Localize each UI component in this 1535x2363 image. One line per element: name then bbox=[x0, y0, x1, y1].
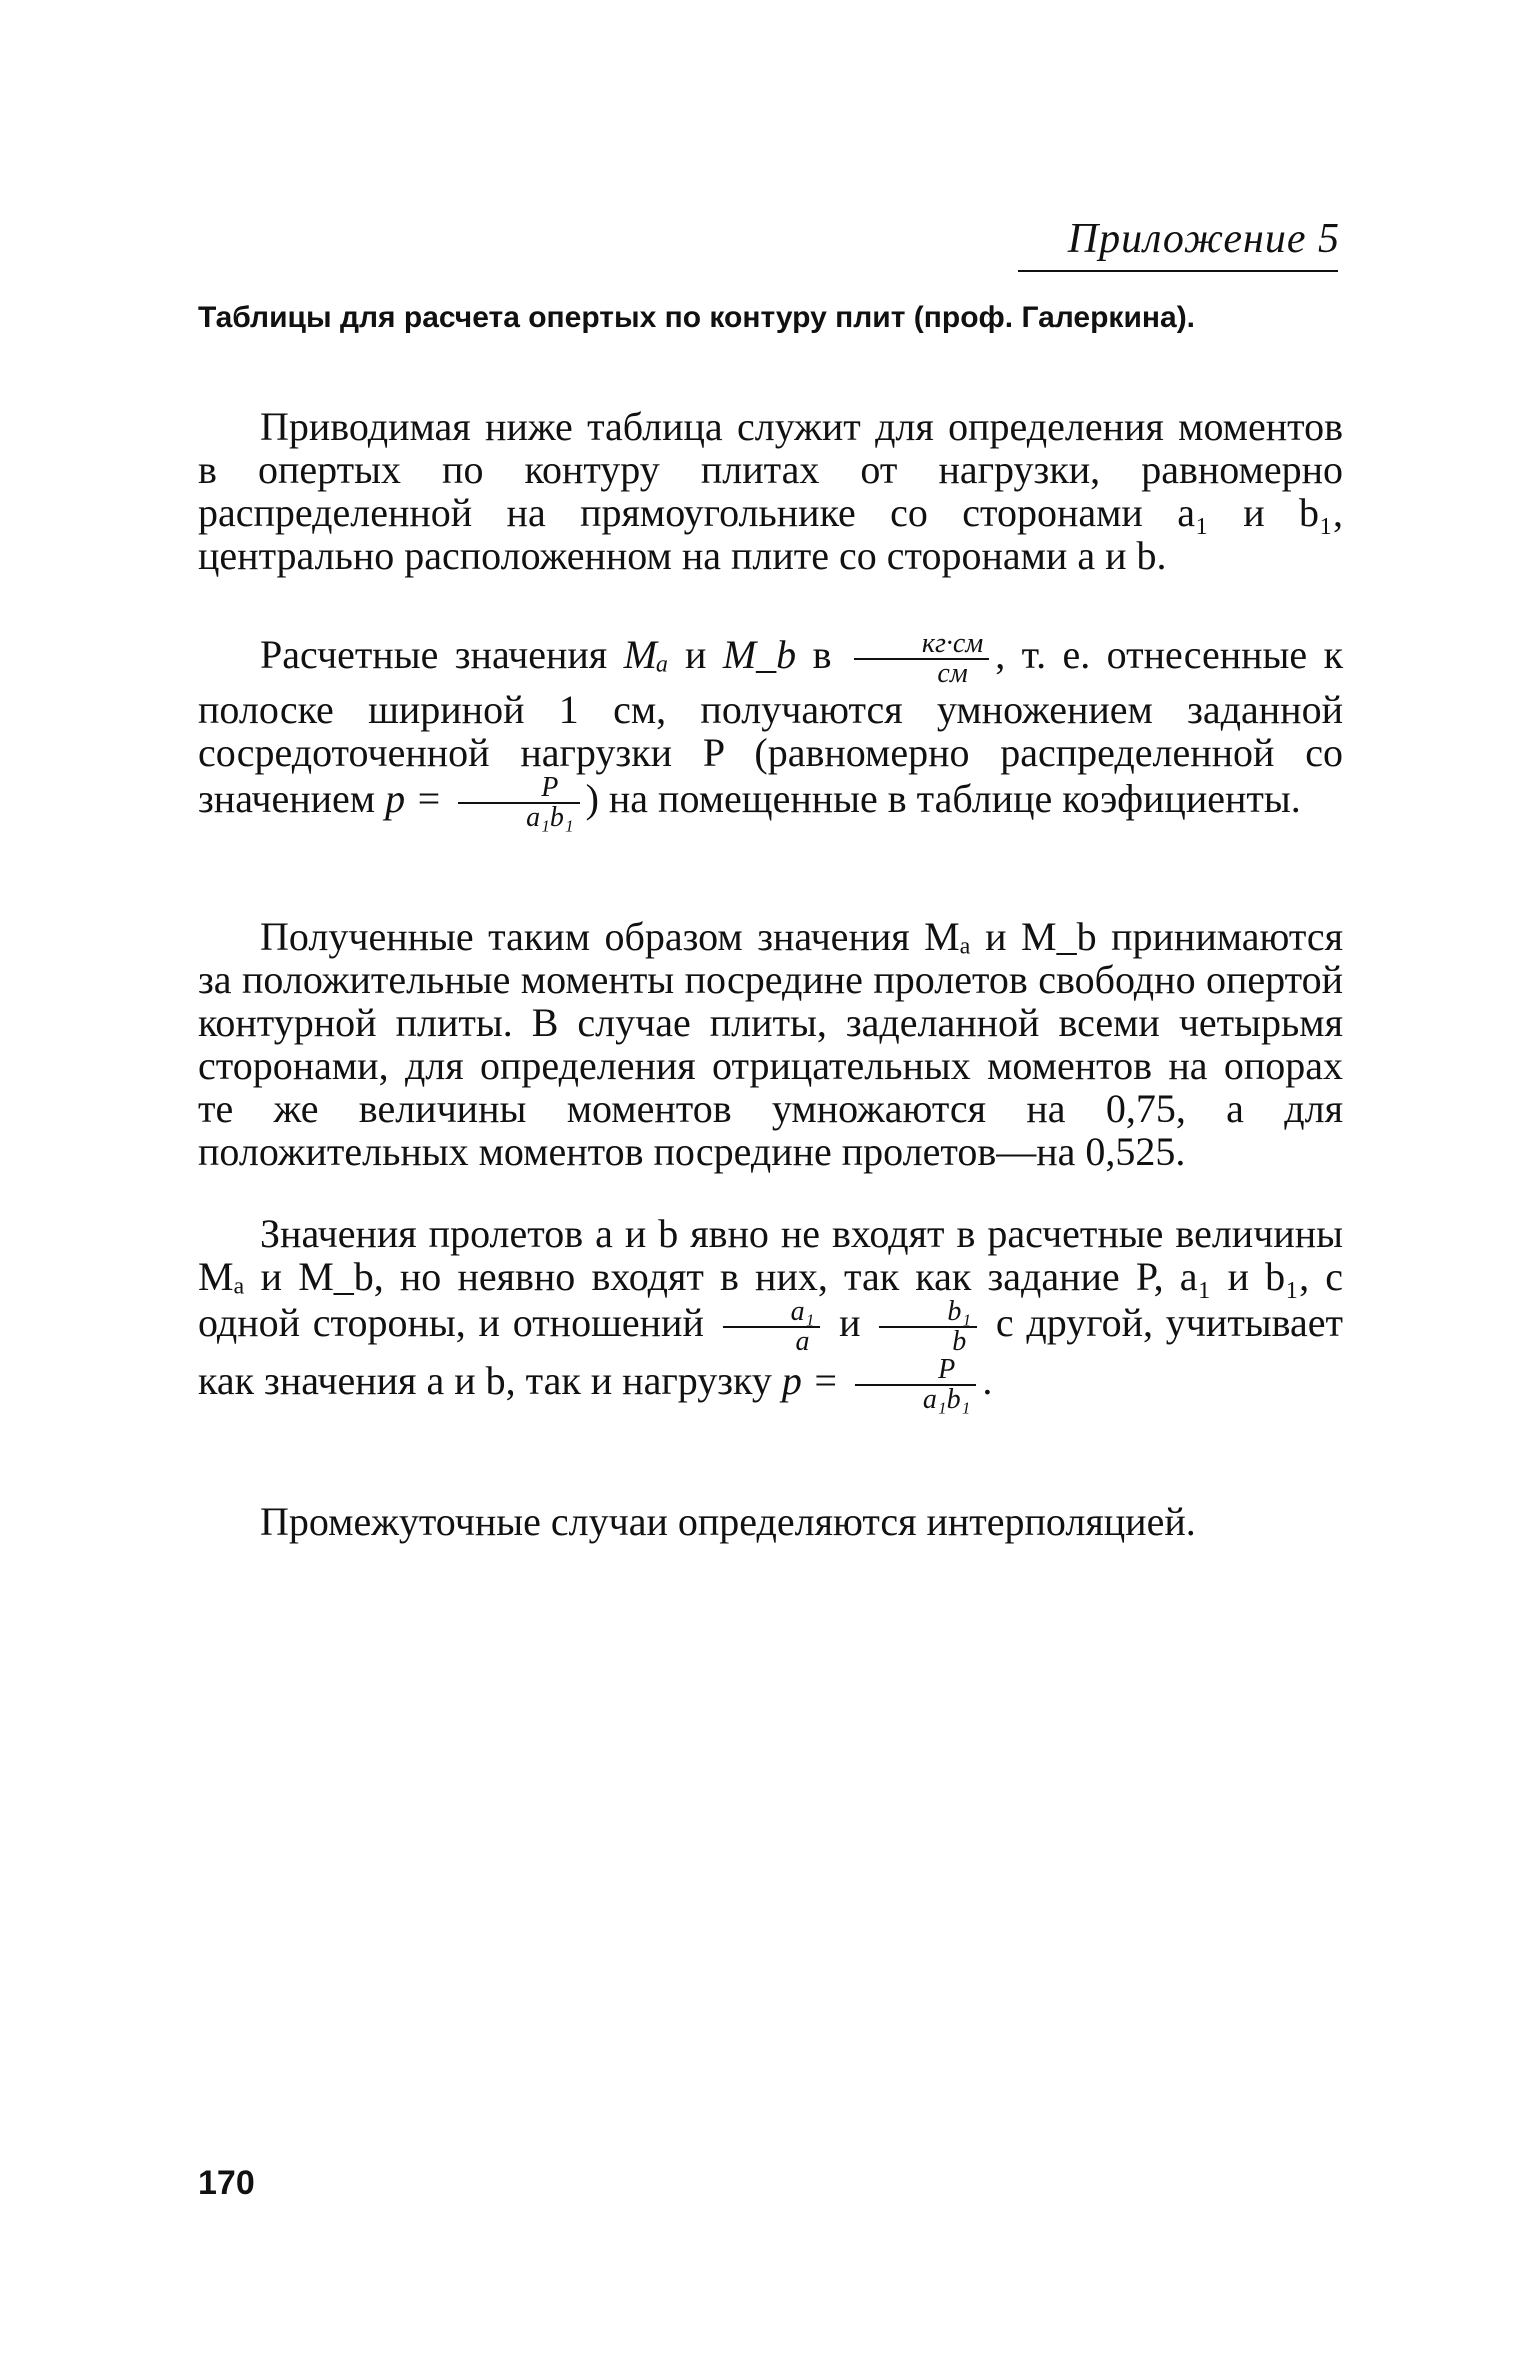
p2-text-a: Расчетные значения bbox=[260, 632, 608, 678]
ratio-b-numerator: b₁ bbox=[879, 1298, 977, 1328]
p4-and: и bbox=[839, 1300, 861, 1346]
load-denominator-2: a₁b₁ bbox=[922, 1384, 971, 1415]
load-denominator: a₁b₁ bbox=[526, 802, 574, 833]
moment-ma: Mₐ bbox=[623, 632, 669, 678]
p2-p-equals: p = bbox=[385, 776, 443, 822]
ratio-a-numerator: a₁ bbox=[723, 1298, 821, 1328]
page-number: 170 bbox=[198, 2164, 255, 2202]
paragraph-3: Полученные таким образом значения Mₐ и M_b принимаются за положительные моменты посредине пролетов свободно опертой контурной плиты. В случае плиты, заделанной всеми четырьмя сторонами, для определения отрицательных моментов на опорах те же величины моментов умножаются на 0,75, а для положительных моментов посредине пролетов—на 0,525. bbox=[198, 914, 1343, 1174]
p2-and: и bbox=[685, 632, 707, 678]
load-fraction-2 bbox=[855, 1356, 976, 1414]
unit-denominator: см bbox=[937, 658, 968, 689]
p4-text-a: Значения пролетов a и b явно не входят в расчетные величины Mₐ и M_b, но неявно входят в них, так как задание P, a₁ и b₁, с одной стороны, и отношений bbox=[198, 1211, 1343, 1346]
p2-text-c: ) на помещенные в таблице коэфициенты. bbox=[585, 776, 1301, 822]
load-numerator-2: P bbox=[855, 1356, 976, 1386]
paragraph-5: Промежуточные случаи определяются интерполяцией. bbox=[260, 1499, 1196, 1544]
ratio-b-fraction bbox=[879, 1298, 977, 1356]
ratio-a-fraction bbox=[723, 1298, 821, 1356]
unit-numerator: кг·см bbox=[854, 630, 989, 660]
p4-text-b: с другой, учитывает как значения a и b, так и нагрузку bbox=[198, 1300, 1344, 1404]
p2-in: в bbox=[812, 632, 832, 678]
load-numerator: P bbox=[458, 774, 579, 804]
moment-mb: M_b bbox=[722, 632, 797, 678]
paragraph-2 bbox=[198, 630, 1343, 832]
unit-fraction bbox=[854, 630, 989, 688]
appendix-heading: Приложение 5 bbox=[1067, 216, 1340, 262]
ratio-b-denominator: b bbox=[952, 1326, 967, 1357]
appendix-underline bbox=[1018, 270, 1338, 272]
p4-p-equals: p = bbox=[781, 1358, 839, 1404]
ratio-a-denominator: a bbox=[795, 1326, 810, 1357]
p4-end: . bbox=[982, 1358, 993, 1404]
p2-text-b: , т. е. отнесенные к полоске шириной 1 см, получаются умножением заданной сосредоточенной нагрузки P (равномерно распределенной со значением bbox=[198, 632, 1344, 822]
load-fraction bbox=[458, 774, 579, 832]
paragraph-1: Приводимая ниже таблица служит для определения моментов в опертых по контуру плитах от нагрузки, равномерно распределенной на прямоугольнике со сторонами a₁ и b₁, центрально расположенном на плите со сторонами a и b. bbox=[198, 404, 1343, 578]
paragraph-4 bbox=[198, 1212, 1343, 1414]
section-title: Таблицы для расчета опертых по контуру плит (проф. Галеркина). bbox=[198, 301, 1196, 334]
